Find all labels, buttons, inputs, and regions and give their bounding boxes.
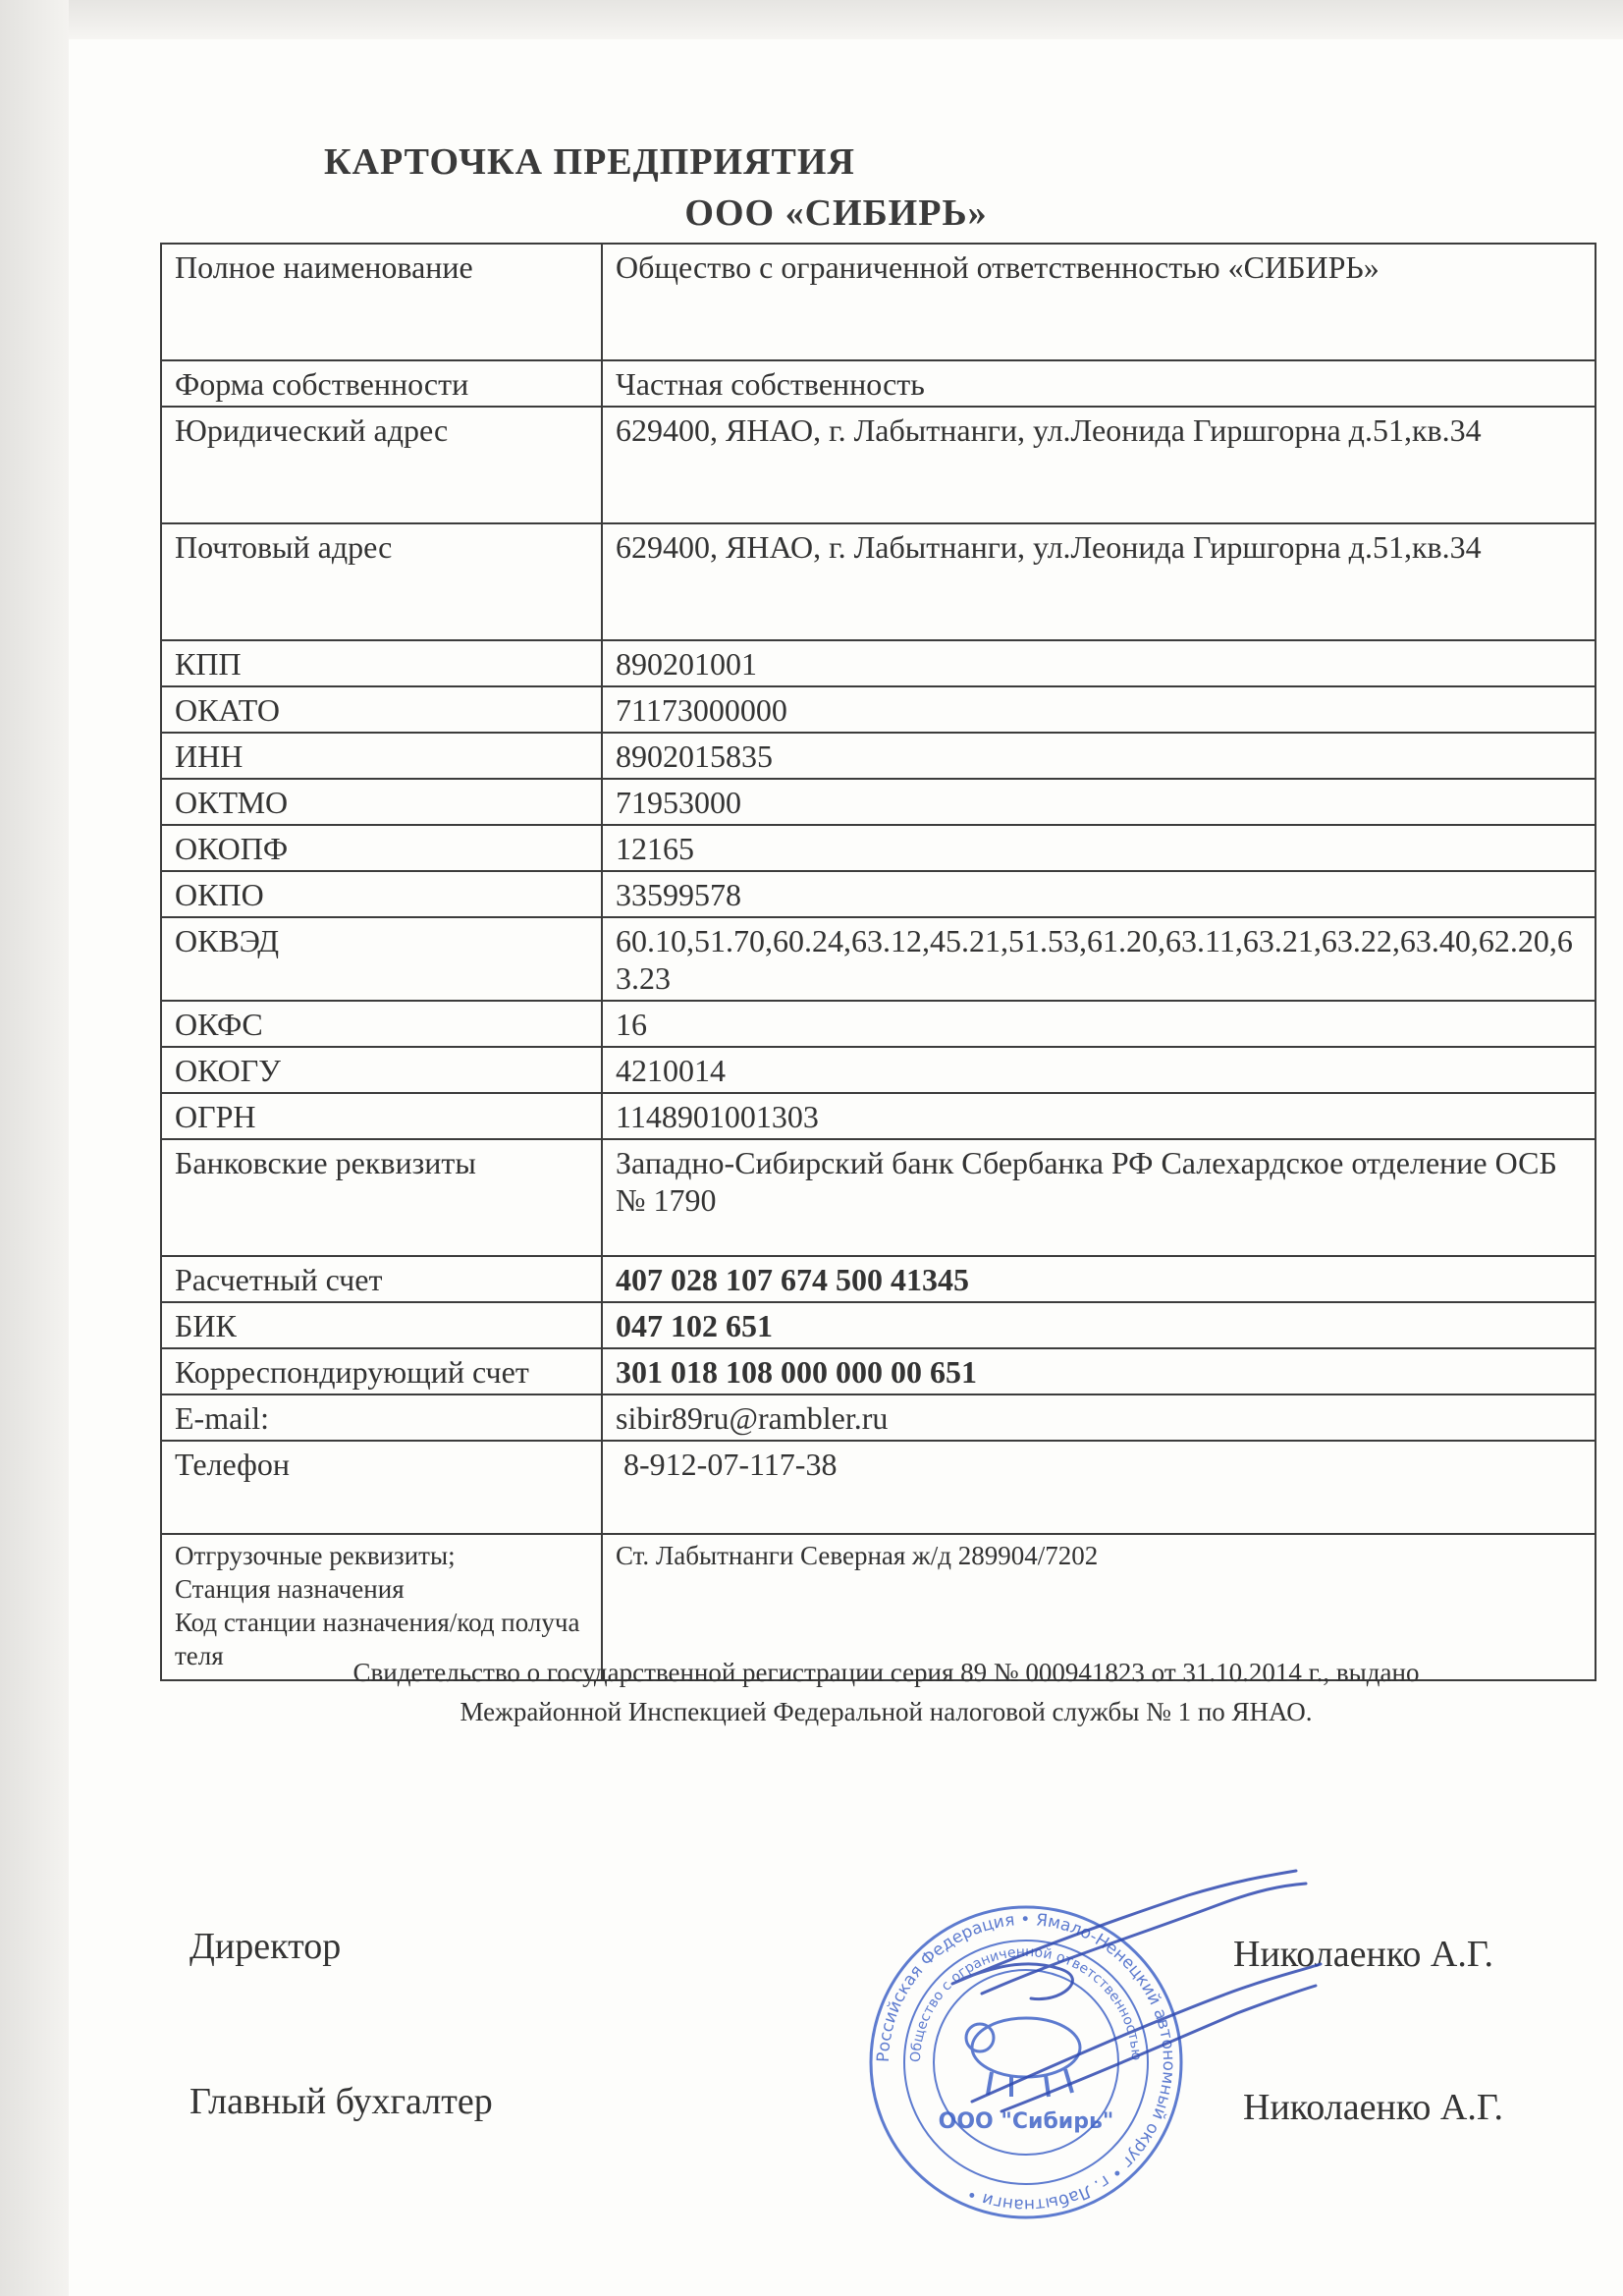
director-label: Директор: [189, 1926, 342, 1967]
table-row: [161, 917, 1596, 1001]
row-value-shipping: Ст. Лабытнанги Северная ж/д 289904/7202: [602, 1534, 1596, 1680]
row-label-oktmo: ОКТМО: [161, 779, 602, 825]
row-value-okato: 71173000000: [602, 686, 1596, 733]
row-label-bank: Банковские реквизиты: [161, 1139, 602, 1256]
table-row: [161, 825, 1596, 871]
accountant-name: Николаенко А.Г.: [1243, 2087, 1503, 2128]
handwritten-signature: [943, 1866, 1335, 2121]
row-label-okfs: ОКФС: [161, 1001, 602, 1047]
row-label-inn: ИНН: [161, 733, 602, 779]
company-card-table: [160, 243, 1596, 1681]
row-value-okfs: 16: [602, 1001, 1596, 1047]
table-row: [161, 1047, 1596, 1093]
row-label-okopf: ОКОПФ: [161, 825, 602, 871]
table-row: [161, 1302, 1596, 1348]
row-value-okogu: 4210014: [602, 1047, 1596, 1093]
row-label-shipping: Отгрузочные реквизиты; Станция назначения Код станции назначения/код получателя: [161, 1534, 602, 1680]
row-value-kpp: 890201001: [602, 640, 1596, 686]
table-row: [161, 407, 1596, 523]
director-name: Николаенко А.Г.: [1233, 1934, 1493, 1975]
certificate-line-2: Межрайонной Инспекцией Федеральной налоговой службы № 1 по ЯНАО.: [460, 1697, 1313, 1726]
row-value-account: 407 028 107 674 500 41345: [602, 1256, 1596, 1302]
table-row: [161, 244, 1596, 360]
row-value-inn: 8902015835: [602, 733, 1596, 779]
accountant-label: Главный бухгалтер: [189, 2081, 493, 2122]
row-label-kpp: КПП: [161, 640, 602, 686]
row-label-account: Расчетный счет: [161, 1256, 602, 1302]
table-row: [161, 523, 1596, 640]
row-label-full-name: Полное наименование: [161, 244, 602, 360]
table-row: [161, 686, 1596, 733]
table-row: [161, 1139, 1596, 1256]
row-label-ownership: Форма собственности: [161, 360, 602, 407]
table-row: [161, 1093, 1596, 1139]
row-label-okved: ОКВЭД: [161, 917, 602, 1001]
table-row: [161, 779, 1596, 825]
stamp-inner-text: Общество с ограниченной ответственностью: [907, 1943, 1145, 2063]
row-label-bik: БИК: [161, 1302, 602, 1348]
row-value-postal-address: 629400, ЯНАО, г. Лабытнанги, ул.Леонида Гиршгорна д.51,кв.34: [602, 523, 1596, 640]
table-row: [161, 733, 1596, 779]
row-label-corr-account: Корреспондирующий счет: [161, 1348, 602, 1394]
row-value-bik: 047 102 651: [602, 1302, 1596, 1348]
scan-top-edge: [0, 0, 1623, 39]
scan-left-edge: [0, 0, 69, 2296]
row-value-corr-account: 301 018 108 000 000 00 651: [602, 1348, 1596, 1394]
table-row: [161, 1348, 1596, 1394]
row-label-email: E-mail:: [161, 1394, 602, 1441]
document-title: КАРТОЧКА ПРЕДПРИЯТИЯ: [324, 141, 855, 183]
table-row: [161, 1441, 1596, 1534]
row-label-legal-address: Юридический адрес: [161, 407, 602, 523]
row-value-legal-address: 629400, ЯНАО, г. Лабытнанги, ул.Леонида Гиршгорна д.51,кв.34: [602, 407, 1596, 523]
row-value-okopf: 12165: [602, 825, 1596, 871]
row-label-okogu: ОКОГУ: [161, 1047, 602, 1093]
table-row: [161, 1256, 1596, 1302]
row-label-okpo: ОКПО: [161, 871, 602, 917]
row-value-ownership: Частная собственность: [602, 360, 1596, 407]
certificate-line-1: Свидетельство о государственной регистрации серия 89 № 000941823 от 31.10.2014 г., выдано: [352, 1658, 1420, 1687]
row-value-phone: 8-912-07-117-38: [602, 1441, 1596, 1534]
table-row: [161, 640, 1596, 686]
table-row: [161, 1394, 1596, 1441]
row-value-oktmo: 71953000: [602, 779, 1596, 825]
row-label-phone: Телефон: [161, 1441, 602, 1534]
stamp-outer-text: Российская Федерация • Ямало-Ненецкий автономный округ • г. Лабытнанги •: [873, 1909, 1179, 2215]
row-label-ogrn: ОГРН: [161, 1093, 602, 1139]
row-label-okato: ОКАТО: [161, 686, 602, 733]
row-value-okved: 60.10,51.70,60.24,63.12,45.21,51.53,61.20,63.11,63.21,63.22,63.40,62.20,63.23: [602, 917, 1596, 1001]
table-row: [161, 1001, 1596, 1047]
table-row: [161, 871, 1596, 917]
company-title: ООО «СИБИРЬ»: [684, 192, 988, 234]
table-row: [161, 360, 1596, 407]
row-value-okpo: 33599578: [602, 871, 1596, 917]
row-value-ogrn: 1148901001303: [602, 1093, 1596, 1139]
row-value-email: sibir89ru@rambler.ru: [602, 1394, 1596, 1441]
stamp-center-text: ООО "Сибирь": [938, 2109, 1114, 2134]
row-value-full-name: Общество с ограниченной ответственностью «СИБИРЬ»: [602, 244, 1596, 360]
registration-certificate: [177, 1653, 1596, 1731]
row-value-bank: Западно-Сибирский банк Сбербанка РФ Салехардское отделение ОСБ № 1790: [602, 1139, 1596, 1256]
row-label-postal-address: Почтовый адрес: [161, 523, 602, 640]
